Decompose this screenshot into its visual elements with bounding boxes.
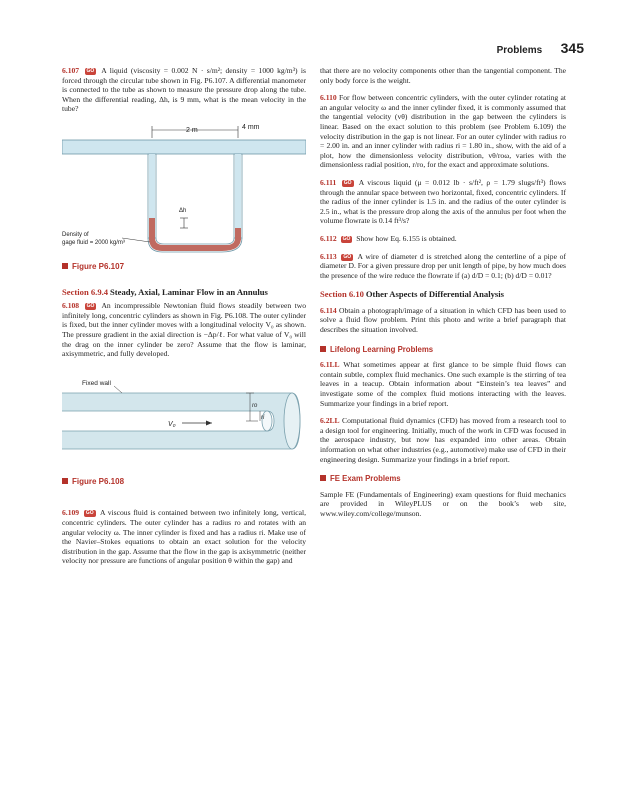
problem-number: 6.111 — [320, 177, 337, 187]
problem-number: 6.107 — [62, 66, 80, 75]
problem-6-114 — [320, 306, 566, 335]
problem-6-113 — [320, 252, 566, 281]
problem-number: 6.109 — [62, 508, 80, 518]
problem-number: 6.110 — [320, 93, 337, 103]
page-header — [497, 40, 584, 58]
problem-text: An incompressible Newtonian fluid flows steadily between two infinitely long, concentric cylinders as shown in Fig. P6.108. The outer cylinder is fixed, but the inner cylinder moves with a longitudinal velocity V₀ as shown. The pressure gradient in the axial direction is −Δp/ℓ. For what value of V₀ will the drag on the inner cylinder be zero? Assume that the flow is laminar, axisymmetric, and fully developed. — [62, 301, 306, 359]
section-6-9-4-heading — [62, 288, 306, 298]
problem-6-112 — [320, 234, 566, 244]
square-bullet-icon — [62, 263, 68, 269]
header-section: Problems — [496, 45, 543, 56]
problem-6-110 — [320, 93, 566, 170]
problem-text: A viscous liquid (μ = 0.012 lb · s/ft², ρ = 1.79 slugs/ft³) flows through the annular space between two horizontal, fixed, concentric cylinders. If the radius of the inner cylinder is 1.5 in. and the radius of the outer cylinder is 2.5 in., what is the pressure drop along the axis of the annulus per foot when the volume flowrate is 0.14 ft³/s? — [320, 177, 566, 226]
go-icon: GO — [342, 235, 351, 242]
problem-number: 6.108 — [62, 301, 80, 311]
label-2m: 2 m — [186, 126, 198, 134]
label-ro: ro — [252, 402, 258, 409]
square-bullet-icon — [320, 346, 326, 352]
problem-text: A liquid (viscosity = 0.002 N · s/m²; density = 1000 kg/m³) is forced through the circular tube shown in Fig. P6.107. A differential manometer is connected to the tube as shown to measure the pressure drop along the tube. When the differential reading, Δh, is 9 mm, what is the mean velocity in the tube? — [62, 66, 306, 114]
density-label-2: gage fluid = 2000 kg/m³ — [62, 239, 125, 246]
problem-number: 6.114 — [320, 305, 337, 315]
figure-p6-108 — [62, 365, 306, 485]
fe-exam-text: Sample FE (Fundamentals of Engineering) exam questions for fluid mechanics are provided in WileyPLUS or on the book’s web site, www.wiley.com/college/munson. — [320, 489, 566, 518]
go-icon: GO — [343, 179, 352, 186]
section-number: Section 6.10 — [320, 289, 364, 300]
section-number: Section 6.9.4 — [62, 286, 109, 297]
problem-text: What sometimes appear at first glance to be simple fluid flows can contain subtle, complex fluid mechanics. One such example is the stirring of tea leaves in a teacup. Obtain information about “Einstein’s tea leaves” and investigate some of the complex fluid motions interacting with the leaves. Summarize your findings in a brief report. — [320, 360, 566, 408]
tube — [62, 140, 306, 154]
figure-p6-107 — [62, 118, 306, 268]
label-ri: ri — [261, 414, 265, 421]
problem-number: 6.2LL — [320, 416, 340, 426]
problem-number: 6.113 — [320, 251, 337, 261]
problem-text: For flow between concentric cylinders, with the outer cylinder rotating at an angular velocity ω and the inner cylinder fixed, it is commonly assumed that the tangential velocity (vθ) distribution in the gap between the cylinders is linear. Based on the exact solution to this problem (see Problem 6.109) the velocity distribution in the gap is not linear. For an outer cylinder with radius ro = 2.00 in. and an inner cylinder with radius ri = 1.80 in., show, with the aid of a plot, how the dimensionless velocity distribution, vθ/roω, varies with the dimensionless radial position, r/ro, for the exact and approximate solutions. — [320, 93, 566, 170]
square-bullet-icon — [320, 475, 326, 481]
section-title: Other Aspects of Differential Analysis — [365, 289, 504, 300]
gage-fluid-left — [149, 218, 155, 240]
section-6-10-heading — [320, 290, 566, 300]
right-column — [320, 66, 566, 519]
problem-text: A wire of diameter d is stretched along the centerline of a pipe of diameter D. For a given pressure drop per unit length of pipe, by how much does the presence of the wire reduce the flowrate if (a) d/D = 0.1; (b) d/D = 0.01? — [320, 251, 567, 280]
problem-6-111 — [320, 178, 566, 226]
go-icon: GO — [86, 68, 95, 74]
problem-6-109 — [62, 508, 306, 566]
problem-text: Show how Eq. 6.155 is obtained. — [356, 233, 457, 243]
go-icon: GO — [85, 510, 94, 517]
lifelong-learning-heading: Lifelong Learning Problems — [320, 345, 566, 355]
page-number: 345 — [560, 40, 584, 56]
fe-exam-heading: FE Exam Problems — [320, 474, 566, 484]
go-icon: GO — [343, 253, 352, 260]
label-v0: V₀ — [168, 420, 176, 428]
section-title: Steady, Axial, Laminar Flow in an Annulus — [109, 286, 268, 297]
problem-text: Obtain a photograph/image of a situation in which CFD has been used to solve a fluid flow problem. Print this photo and write a brief paragraph that describes the situation involved. — [320, 305, 566, 335]
label-4mm: 4 mm — [242, 123, 260, 131]
caption-p6-108: Figure P6.108 — [62, 477, 306, 487]
problem-6-108 — [62, 301, 306, 359]
problem-6-1ll — [320, 360, 566, 408]
problem-number: 6.112 — [320, 233, 337, 243]
label-dh: Δh — [179, 207, 187, 214]
problem-number: 6.1LL — [320, 360, 340, 370]
left-column — [62, 66, 306, 566]
problem-6-109-continued: that there are no velocity components other than the tangential component. The only body force is the weight. — [320, 66, 566, 85]
go-icon: GO — [86, 303, 95, 310]
square-bullet-icon — [62, 478, 68, 484]
problem-text: Computational fluid dynamics (CFD) has moved from a research tool to a design tool for engineering. Initially, much of the work in CFD was focused in the aerospace industry, but now has expanded into other areas. Obtain information on what other industries (e.g., automotive) make use of CFD in their engineering design. Summarize your findings in a brief report. — [320, 416, 566, 464]
problem-text: A viscous fluid is contained between two infinitely long, vertical, concentric cylinders. The outer cylinder has a radius ro and rotates with an angular velocity ω. The inner cylinder is fixed and has a radius ri. Make use of the Navier–Stokes equations to obtain an exact solution for the velocity distribution in the gap. Assume that the flow in the gap is axisymmetric (neither velocity nor pressure are functions of angular position θ within the gap) and — [62, 508, 306, 566]
caption-p6-107: Figure P6.107 — [62, 262, 306, 272]
problem-6-2ll — [320, 416, 566, 464]
problem-6-107 — [62, 66, 306, 114]
label-fixed-wall: Fixed wall — [82, 379, 111, 387]
density-label-1: Density of — [62, 231, 89, 238]
